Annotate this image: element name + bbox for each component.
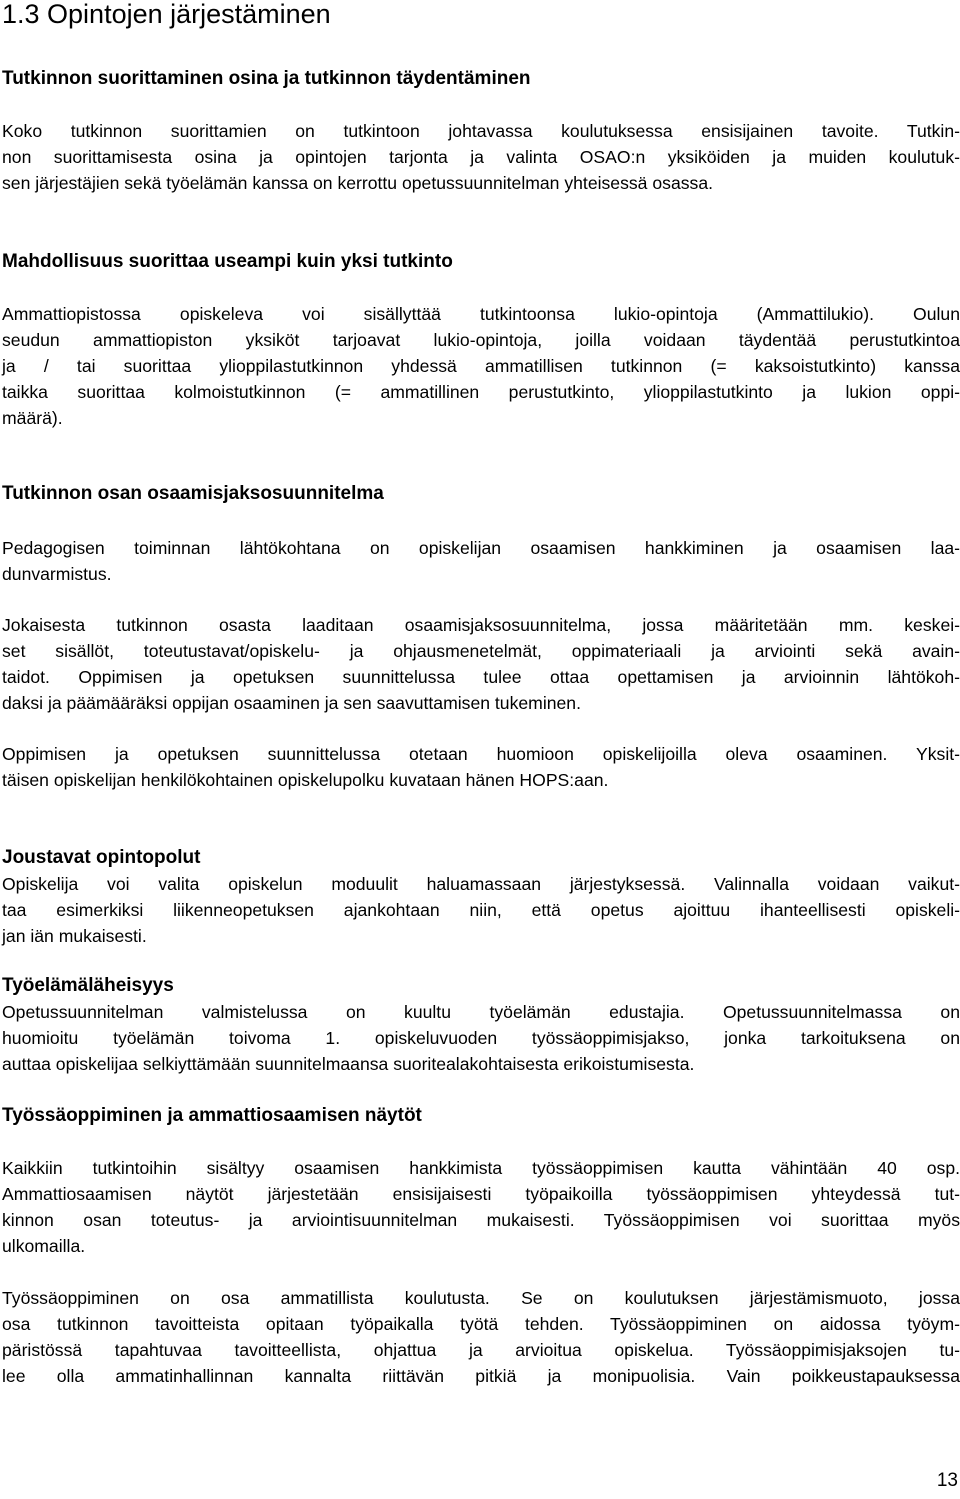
section-heading: Työssäoppiminen ja ammattiosaamisen näytöt — [2, 1105, 422, 1126]
paragraph — [2, 1155, 960, 1259]
paragraph — [2, 301, 960, 431]
text-line: huomioitu työelämän toivoma 1. opiskeluvuoden työssäoppimisjakso, jonka tarkoituksena on — [2, 1028, 960, 1048]
text-line: Ammattiopistossa opiskeleva voi sisällyttää tutkintoonsa lukio-opintoja (Ammattilukio). Oulun — [2, 304, 960, 324]
paragraph — [2, 999, 960, 1077]
page-number: 13 — [936, 1470, 958, 1491]
text-line: Ammattiosaamisen näytöt järjestetään ensisijaisesti työpaikoilla työssäoppimisen yhteydessä tut- — [2, 1184, 960, 1204]
paragraph — [2, 118, 960, 196]
text-line: jan iän mukaisesti. — [2, 926, 147, 946]
text-line: daksi ja päämääräksi oppijan osaaminen ja sen saavuttamisen tukeminen. — [2, 693, 581, 713]
text-line: set sisällöt, toteutustavat/opiskelu- ja ohjausmenetelmät, oppimateriaali ja arviointi sekä avain- — [2, 641, 960, 661]
text-line: Opetussuunnitelman valmistelussa on kuultu työelämän edustajia. Opetussuunnitelmassa on — [2, 1002, 960, 1022]
section-heading: Tutkinnon suorittaminen osina ja tutkinnon täydentäminen — [2, 68, 531, 89]
text-line: dunvarmistus. — [2, 564, 112, 584]
page-title: 1.3 Opintojen järjestäminen — [2, 0, 331, 29]
paragraph — [2, 612, 960, 716]
text-line: non suorittamisesta osina ja opintojen tarjonta ja valinta OSAO:n yksiköiden ja muiden koulutuk- — [2, 147, 960, 167]
section-heading: Työelämäläheisyys — [2, 975, 174, 996]
text-line: Työssäoppiminen on osa ammatillista koulutusta. Se on koulutuksen järjestämismuoto, jossa — [2, 1288, 960, 1308]
text-line: Pedagogisen toiminnan lähtökohtana on opiskelijan osaamisen hankkiminen ja osaamisen laa- — [2, 538, 960, 558]
text-line: Opiskelija voi valita opiskelun moduulit haluamassaan järjestyksessä. Valinnalla voidaan vaikut- — [2, 874, 960, 894]
text-line: Kaikkiin tutkintoihin sisältyy osaamisen hankkimista työssäoppimisen kautta vähintään 40 osp. — [2, 1158, 960, 1178]
text-line: Jokaisesta tutkinnon osasta laaditaan osaamisjaksosuunnitelma, jossa määritetään mm. keskei- — [2, 615, 960, 635]
section-heading: Joustavat opintopolut — [2, 847, 201, 868]
paragraph — [2, 1285, 960, 1389]
text-line: määrä). — [2, 408, 63, 428]
text-line: sen järjestäjien sekä työelämän kanssa on kerrottu opetussuunnitelman yhteisessä osassa. — [2, 173, 713, 193]
section-heading: Mahdollisuus suorittaa useampi kuin yksi tutkinto — [2, 251, 453, 272]
text-line: auttaa opiskelijaa selkiyttämään suunnitelmaansa suoritealakohtaisesta erikoistumisesta. — [2, 1054, 695, 1074]
text-line: taikka suorittaa kolmoistutkinnon (= ammatillinen perustutkinto, ylioppilastutkinto ja lukion oppi- — [2, 382, 960, 402]
text-line: seudun ammattiopiston yksiköt tarjoavat lukio-opintoja, joilla voidaan täydentää perustutkintoa — [2, 330, 960, 350]
text-line: Oppimisen ja opetuksen suunnittelussa otetaan huomioon opiskelijoilla oleva osaaminen. Yksit- — [2, 744, 960, 764]
text-line: osa tutkinnon tavoitteista opitaan työpaikalla työtä tehden. Työssäoppiminen on aidossa työym- — [2, 1314, 960, 1334]
text-line: lee olla ammatinhallinnan kannalta riittävän pitkiä ja monipuolisia. Vain poikkeustapauksessa — [2, 1366, 960, 1386]
text-line: päristössä tapahtuvaa tavoitteellista, ohjattua ja arvioitua opiskelua. Työssäoppimisjaksojen tu- — [2, 1340, 960, 1360]
text-line: taidot. Oppimisen ja opetuksen suunnittelussa tulee ottaa opettamisen ja arvioinnin lähtökoh- — [2, 667, 960, 687]
paragraph — [2, 871, 960, 949]
paragraph — [2, 535, 960, 587]
text-line: ulkomailla. — [2, 1236, 86, 1256]
section-heading: Tutkinnon osan osaamisjaksosuunnitelma — [2, 483, 384, 504]
text-line: kinnon osan toteutus- ja arviointisuunnitelman mukaisesti. Työssäoppimisen voi suorittaa myös — [2, 1210, 960, 1230]
text-line: Koko tutkinnon suorittamien on tutkintoon johtavassa koulutuksessa ensisijainen tavoite. Tutkin- — [2, 121, 960, 141]
text-line: täisen opiskelijan henkilökohtainen opiskelupolku kuvataan hänen HOPS:aan. — [2, 770, 609, 790]
text-line: ja / tai suorittaa ylioppilastutkinnon yhdessä ammatillisen tutkinnon (= kaksoistutkinto) kanssa — [2, 356, 960, 376]
text-line: taa esimerkiksi liikenneopetuksen ajankohtaan niin, että opetus ajoittuu ihanteellisesti opiskeli- — [2, 900, 960, 920]
paragraph — [2, 741, 960, 793]
